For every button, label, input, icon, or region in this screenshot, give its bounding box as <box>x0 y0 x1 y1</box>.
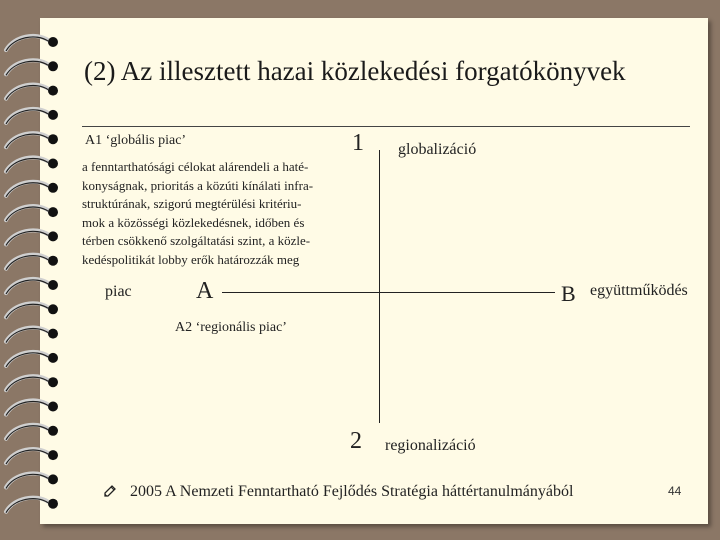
binding-hole <box>48 426 58 436</box>
scenario-a1-label: A1 ‘globális piac’ <box>85 133 187 148</box>
pencil-bullet-icon <box>103 484 117 498</box>
binding-hole <box>48 37 58 47</box>
binding-hole <box>48 450 58 460</box>
scenario-a2-label: A2 ‘regionális piac’ <box>175 320 287 335</box>
binding-hole <box>48 474 58 484</box>
binding-hole <box>48 61 58 71</box>
binding-hole <box>48 499 58 509</box>
binding-hole <box>48 207 58 217</box>
slide-page <box>40 18 708 524</box>
axis-bottom-label: regionalizáció <box>385 437 476 454</box>
binding-hole <box>48 280 58 290</box>
axis-left-letter: A <box>196 278 214 304</box>
axis-right-letter: B <box>561 281 576 306</box>
axis-right-label: együttműködés <box>590 282 688 299</box>
title-divider <box>82 126 690 127</box>
binding-hole <box>48 231 58 241</box>
slide-title: (2) Az illesztett hazai közlekedési forgatókönyvek <box>84 56 626 86</box>
axis-left-label: piac <box>105 283 132 300</box>
source-citation: 2005 A Nemzeti Fenntartható Fejlődés Stratégia háttértanulmányából <box>130 483 574 500</box>
binding-hole <box>48 256 58 266</box>
binding-hole <box>48 377 58 387</box>
binding-hole <box>48 329 58 339</box>
binding-hole <box>48 110 58 120</box>
binding-hole <box>48 183 58 193</box>
axis-top-label: globalizáció <box>398 141 477 158</box>
description-line: konyságnak, prioritás a közúti kínálati infra- <box>82 177 314 193</box>
horizontal-axis <box>222 292 555 293</box>
binding-hole <box>48 353 58 363</box>
vertical-axis <box>379 150 380 423</box>
description-line: a fenntarthatósági célokat alárendeli a haté- <box>82 159 309 174</box>
binding-hole <box>48 86 58 96</box>
description-line: kedéspolitikát lobby erők határozzák meg <box>82 251 300 267</box>
spiral-binding-icon <box>0 0 80 540</box>
description-line: mok a közösségi közlekedésnek, időben és <box>82 214 305 230</box>
axis-top-number: 1 <box>352 130 364 156</box>
description-line: struktúrának, szigorú megtérülési kritériu- <box>82 196 302 211</box>
description-line: térben csökkenő szolgáltatási szint, a közle- <box>82 233 311 248</box>
scenario-a1-description <box>82 158 382 269</box>
binding-hole <box>48 402 58 412</box>
binding-hole <box>48 159 58 169</box>
binding-hole <box>48 134 58 144</box>
page-number: 44 <box>668 484 682 498</box>
binding-hole <box>48 304 58 314</box>
axis-bottom-number: 2 <box>350 428 362 454</box>
